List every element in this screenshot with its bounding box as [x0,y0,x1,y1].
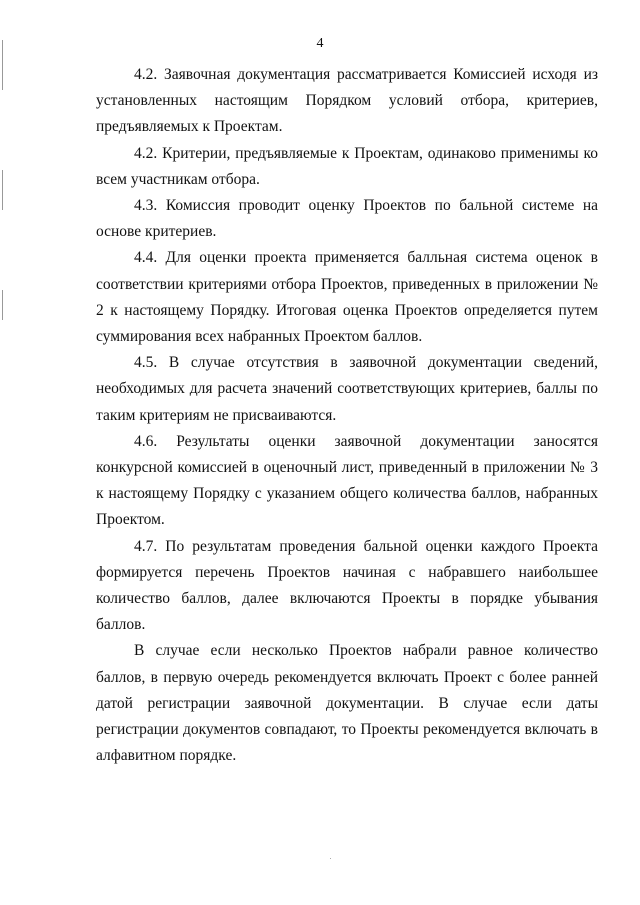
paragraph-4-5: 4.5. В случае отсутствия в заявочной документации сведений, необходимых для расчета значений соответствующих критериев, баллы по таким критериям не присваиваются. [96,354,598,424]
paragraph-4-6: 4.6. Результаты оценки заявочной документации заносятся конкурсной комиссией в оценочный лист, приведенный в приложении № 3 к настоящему Порядку с указанием общего количества баллов, набранных Проектом. [96,432,598,529]
paragraph-4-2-review: 4.2. Заявочная документация рассматривается Комиссией исходя из установленных настоящим Порядком условий отбора, критериев, предъявляемых к Проектам. [96,66,598,136]
paragraph-equal-scores: В случае если несколько Проектов набрали равное количество баллов, в первую очередь рекомендуется включать Проект с более ранней датой регистрации заявочной документации. В случае если даты регистрации документов совпадают, то Проекты рекомендуется включать в алфавитном порядке. [96,642,598,765]
paragraph-4-3: 4.3. Комиссия проводит оценку Проектов по бальной системе на основе критериев. [96,197,598,241]
scan-edge-mark [2,290,3,320]
document-body [96,62,598,769]
scan-edge-mark [2,170,3,210]
scan-speck [330,858,331,859]
page-number: 4 [316,36,324,51]
paragraph-4-4: 4.4. Для оценки проекта применяется балльная система оценок в соответствии критериями отбора Проектов, приведенных в приложении № 2 к настоящему Порядку. Итоговая оценка Проектов определяется путем суммирования всех набранных Проектом баллов. [96,249,598,346]
paragraph-4-7: 4.7. По результатам проведения бальной оценки каждого Проекта формируется перечень Проектов начиная с набравшего наибольшее количество баллов, далее включаются Проекты в порядке убывания баллов. [96,537,598,634]
paragraph-4-2-criteria: 4.2. Критерии, предъявляемые к Проектам, одинаково применимы ко всем участникам отбора. [96,144,598,188]
